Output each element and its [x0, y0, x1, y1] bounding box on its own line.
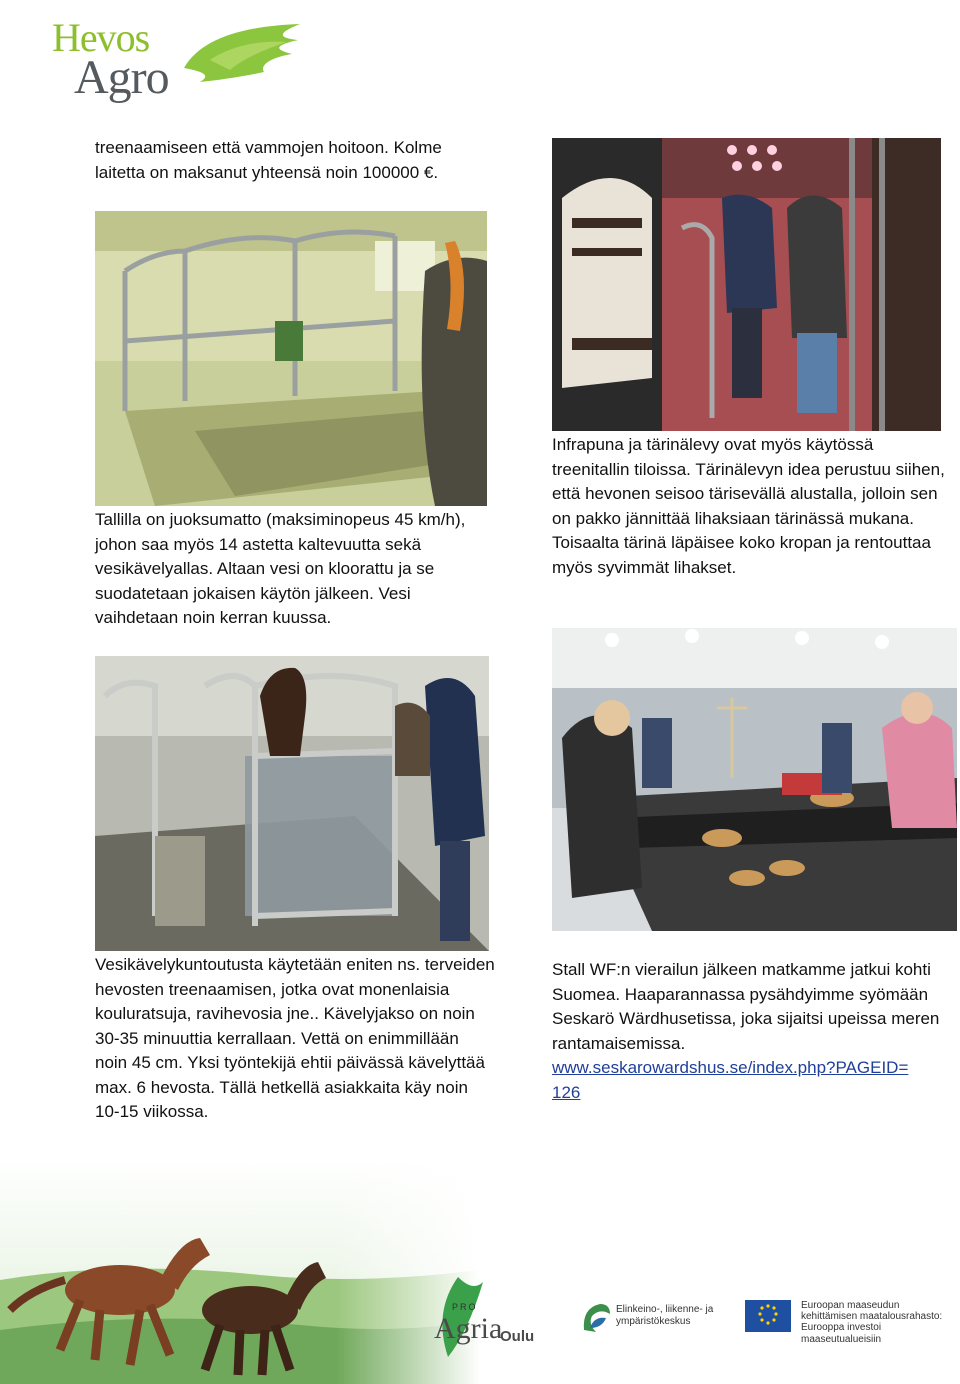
ely-swirl-icon [580, 1300, 612, 1336]
water-walker-photo [95, 656, 489, 951]
hevosagro-logo [52, 14, 302, 109]
eu-line1: Euroopan maaseudun [801, 1300, 900, 1311]
infrared-photo [552, 138, 941, 431]
proagria-name: Agria [434, 1312, 503, 1345]
logo-line1: Hevos [52, 15, 150, 60]
proagria-region: Oulu [500, 1328, 535, 1345]
seskaro-link[interactable]: www.seskarowardshus.se/index.php?PAGEID= [552, 1058, 909, 1077]
eu-flag-icon [745, 1300, 791, 1332]
treadmill-paragraph: Tallilla on juoksumatto (maksiminopeus 45 km/h), johon saa myös 14 astetta kaltevuutta sekä vesikävelyallas. Altaan vesi on kloorattu ja se suodatetaan jokaisen käytön jälkeen. Vesi vaihdetaan noin kerran kuussa. [95, 510, 466, 627]
trip-paragraph: Stall WF:n vierailun jälkeen matkamme jatkui kohti Suomea. Haaparannassa pysähdyimme syömään Seskarö Wärdhusetissa, joka sijaitsi upeissa meren rantamaisemissa. [552, 960, 940, 1053]
ely-line2: ympäristökeskus [616, 1316, 691, 1327]
restaurant-photo [552, 628, 957, 931]
infrared-paragraph: Infrapuna ja tärinälevy ovat myös käytössä treenitallin tiloissa. Tärinälevyn idea perustuu siihen, että hevonen seisoo tärisevällä alustalla, jolloin sen on pakko jännittää lihaksiaan tärinässä mukana. Toisaalta tärinä läpäisee koko kropan ja rentouttaa myös syvimmät lihakset. [552, 435, 945, 577]
eu-line3: Eurooppa investoi maaseutualueisiin [801, 1322, 882, 1345]
water-walk-paragraph: Vesikävelykuntoutusta käytetään eniten ns. terveiden hevosten treenaamisen, jotka ovat monenlaisia kouluratsuja, ravihevosia jne.. Kävelyjakso on noin 30-35 minuuttia kerrallaan. Vettä on enimmillään noin 45 cm. Yksi työntekijä ehtii päivässä kävelyttää max. 6 hevosta. Tällä hetkellä asiakkaita käy noin 10-15 viikossa. [95, 955, 495, 1121]
logo-line2: Agro [74, 51, 169, 104]
green-wing-icon [180, 20, 304, 90]
eu-line2: kehittämisen maatalousrahasto: [801, 1311, 943, 1322]
seskaro-link-cont[interactable]: 126 [552, 1082, 581, 1102]
proagria-oulu-logo [428, 1272, 548, 1362]
proagria-pro: PRO [452, 1302, 478, 1312]
treadmill-photo [95, 211, 487, 506]
eu-fund-logo [745, 1300, 955, 1345]
footer-banner [0, 1160, 960, 1384]
intro-paragraph: treenaamiseen että vammojen hoitoon. Kolme laitetta on maksanut yhteensä noin 100000 €. [95, 138, 442, 182]
ely-line1: Elinkeino-, liikenne- ja [616, 1304, 714, 1315]
ely-keskus-logo [580, 1300, 730, 1340]
